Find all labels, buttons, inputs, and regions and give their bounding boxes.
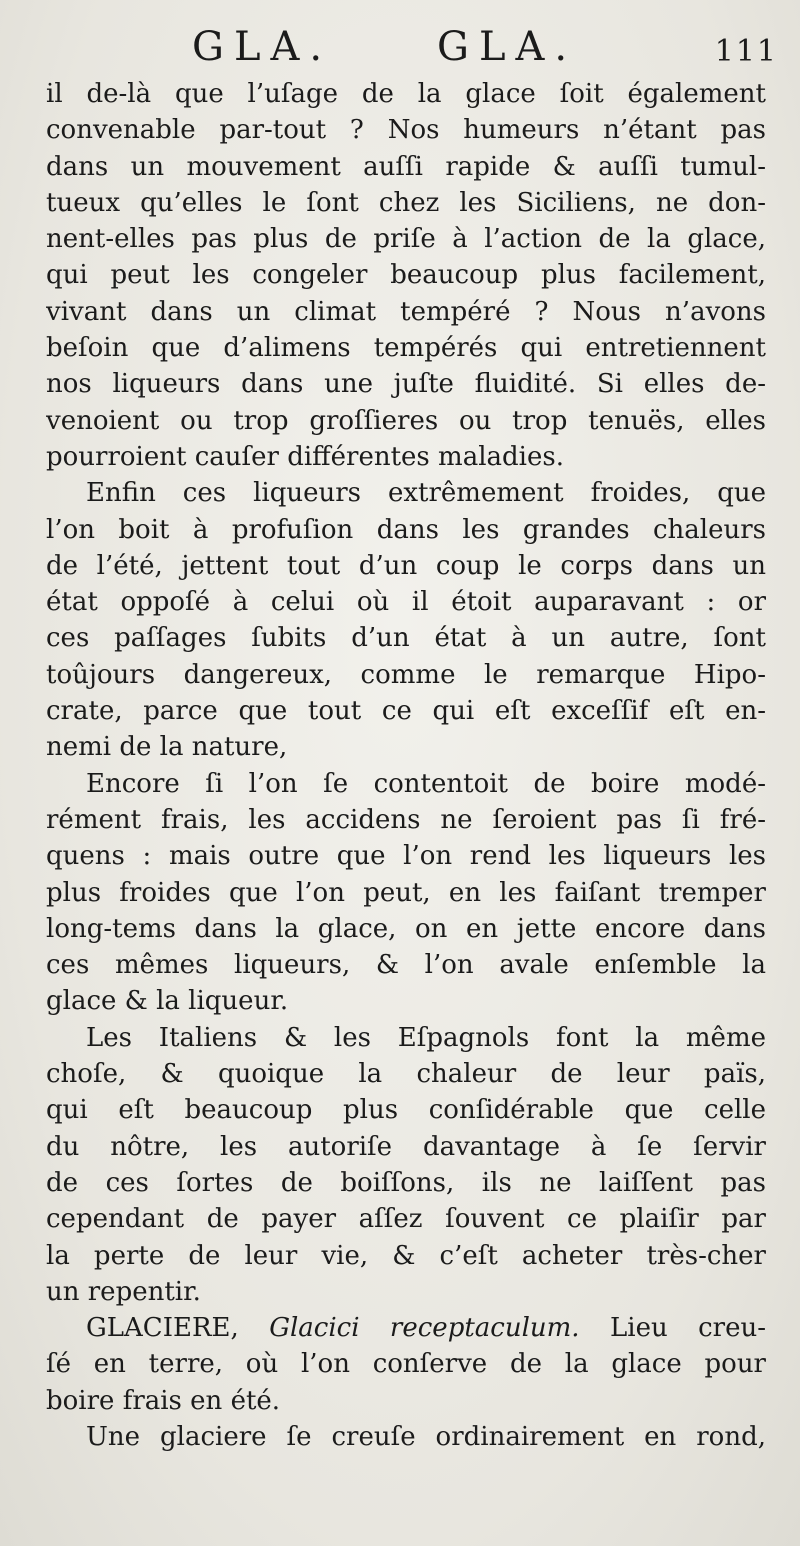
- text-line: toûjours dangereux, comme le remarque Hipo-: [46, 659, 766, 690]
- text-line: nemi de la nature,: [46, 732, 288, 763]
- text-line: qui peut les congeler beaucoup plus facilement,: [46, 260, 766, 291]
- text-line: Une glaciere ſe creuſe ordinairement en rond,: [86, 1421, 766, 1452]
- text-line: choſe, & quoique la chaleur de leur païs,: [46, 1059, 766, 1090]
- text-line: ces mêmes liqueurs, & l’on avale enſemble la: [46, 950, 766, 981]
- text-line: il de-là que l’uſage de la glace ſoit également: [46, 79, 766, 109]
- running-head-left: GLA.: [192, 24, 333, 70]
- entry-latin-term: Glacici receptaculum.: [269, 1313, 580, 1344]
- text-line: l’on boit à profuſion dans les grandes chaleurs: [46, 514, 766, 545]
- text-line: pourroient cauſer différentes maladies.: [46, 441, 564, 472]
- running-head-right: GLA.: [437, 24, 578, 70]
- text-line: état oppoſé à celui où il étoit auparavant : or: [46, 587, 766, 618]
- text-line: nent-elles pas plus de priſe à l’action de la glace,: [46, 224, 766, 255]
- text-line: de ces ſortes de boiſſons, ils ne laiſſent pas: [46, 1167, 766, 1198]
- text-line: venoient ou trop groſſieres ou trop tenuës, elles: [46, 405, 766, 436]
- text-line: plus froides que l’on peut, en les faiſant tremper: [46, 877, 766, 908]
- text-line: Les Italiens & les Eſpagnols font la même: [86, 1022, 766, 1053]
- text-line: ces paſſages ſubits d’un état à un autre, ſont: [46, 623, 766, 654]
- text-line: cependant de payer aſſez ſouvent ce plaiſir par: [46, 1204, 766, 1235]
- text-line: long-tems dans la glace, on en jette encore dans: [46, 913, 766, 944]
- text-line: vivant dans un climat tempéré ? Nous n’avons: [46, 296, 766, 327]
- running-head: [0, 24, 800, 76]
- text-line: crate, parce que tout ce qui eſt exceſſif eſt en-: [46, 696, 766, 727]
- text-line: glace & la liqueur.: [46, 986, 289, 1017]
- text-line: un repentir.: [46, 1276, 201, 1307]
- text-line: du nôtre, les autoriſe davantage à ſe ſervir: [46, 1131, 766, 1162]
- text-line: la perte de leur vie, & c’eſt acheter très-cher: [46, 1240, 766, 1271]
- page-number: 111: [714, 34, 778, 69]
- text-line: Enfin ces liqueurs extrêmement froides, que: [86, 478, 766, 509]
- text-line: de l’été, jettent tout d’un coup le corps dans un: [46, 550, 766, 581]
- entry-headword: GLACIERE,: [86, 1313, 239, 1344]
- text-line: Encore ſi l’on ſe contentoit de boire modé-: [86, 768, 766, 799]
- text-line: convenable par-tout ? Nos humeurs n’étant pas: [46, 115, 766, 146]
- text-line: qui eſt beaucoup plus conſidérable que celle: [46, 1095, 766, 1126]
- text-line: dans un mouvement auſſi rapide & auſſi tumul-: [46, 151, 766, 182]
- text-line: nos liqueurs dans une juſte fluidité. Si elles de-: [46, 369, 766, 400]
- text-line: tueux qu’elles le ſont chez les Siciliens, ne don-: [46, 187, 766, 218]
- text-line: boire frais en été.: [46, 1385, 281, 1416]
- text-line: quens : mais outre que l’on rend les liqueurs les: [46, 841, 766, 872]
- text-line: rément frais, les accidens ne ſeroient pas ſi fré-: [46, 804, 766, 835]
- entry-line: [46, 1310, 766, 1346]
- body-text: [46, 76, 766, 1455]
- text-line: ſé en terre, où l’on conſerve de la glace pour: [46, 1349, 766, 1380]
- text-line: beſoin que d’alimens tempérés qui entretiennent: [46, 333, 766, 364]
- entry-definition-start: Lieu creu-: [609, 1313, 766, 1344]
